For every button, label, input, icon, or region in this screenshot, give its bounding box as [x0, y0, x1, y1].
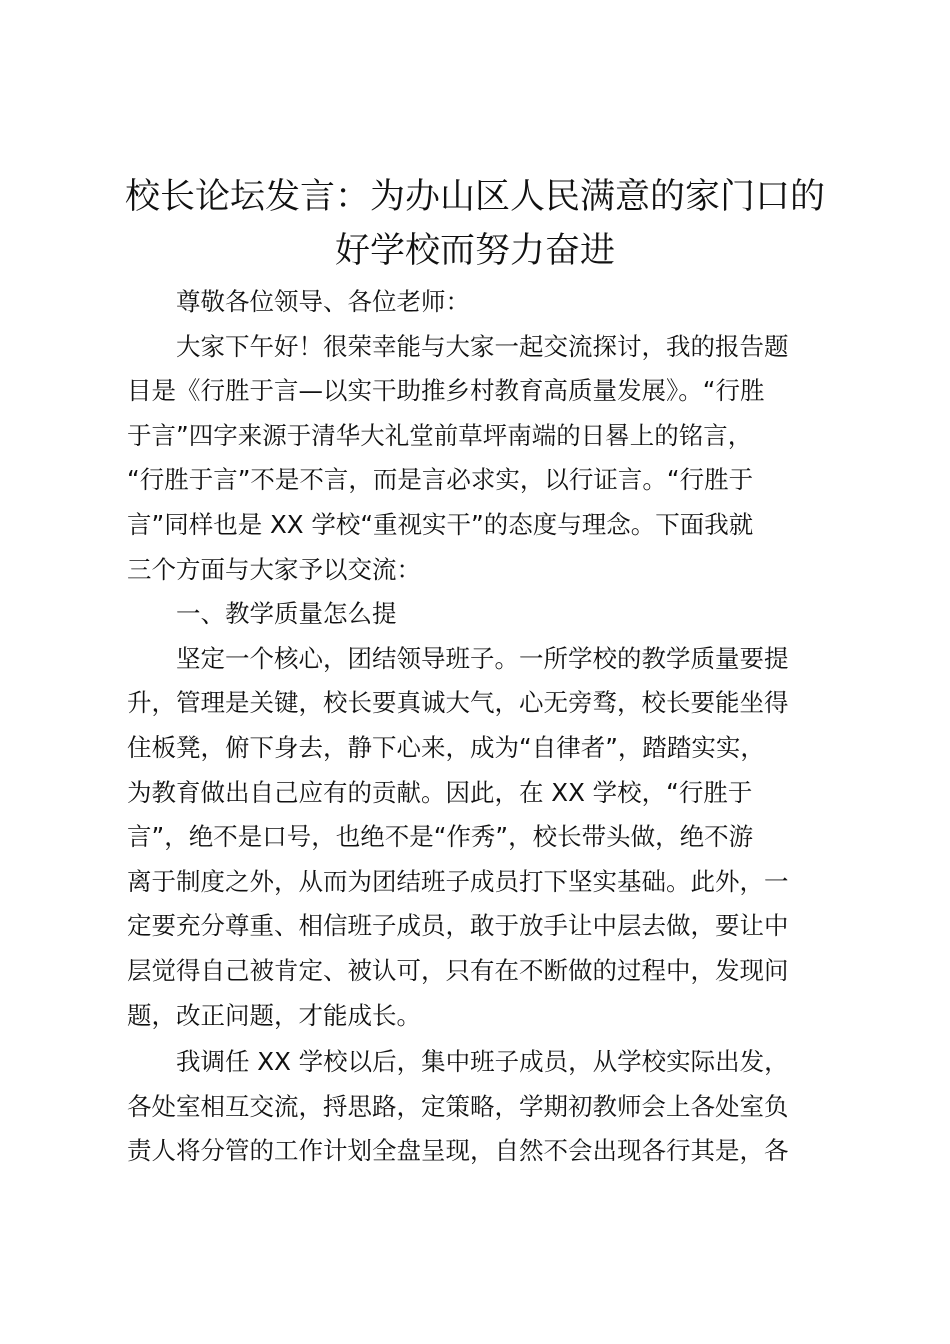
- text-line: 责人将分管的工作计划全盘呈现，自然不会出现各行其是，各: [127, 1136, 789, 1166]
- text-line: 层觉得自己被肯定、被认可，只有在不断做的过程中，发现问: [127, 955, 789, 985]
- section-heading-text: 一、教学质量怎么提: [176, 599, 397, 629]
- text-line: 尊敬各位领导、各位老师：: [176, 287, 470, 316]
- body-paragraph: [127, 1040, 833, 1174]
- section-heading: [127, 592, 833, 637]
- text-line: 目是《行胜于言—以实干助推乡村教育高质量发展》。“行胜: [127, 376, 765, 406]
- text-line: 大家下午好！很荣幸能与大家一起交流探讨，我的报告题: [176, 331, 789, 361]
- body-paragraph: [127, 637, 833, 1038]
- text-line: 为教育做出自己应有的贡献。因此，在 XX 学校，“行胜于: [127, 777, 753, 807]
- text-line: 言”同样也是 XX 学校“重视实干”的态度与理念。下面我就: [127, 509, 754, 539]
- text-line: 三个方面与大家予以交流：: [127, 554, 421, 584]
- salutation-paragraph: [127, 280, 833, 325]
- text-line: 各处室相互交流，捋思路，定策略，学期初教师会上各处室负: [127, 1091, 789, 1121]
- text-line: 题，改正问题，才能成长。: [127, 1000, 421, 1030]
- text-line: 我调任 XX 学校以后，集中班子成员，从学校实际出发，: [176, 1047, 789, 1077]
- title-line-1: 校长论坛发言：为办山区人民满意的家门口的: [124, 177, 825, 217]
- text-line: 坚定一个核心，团结领导班子。一所学校的教学质量要提: [176, 643, 789, 673]
- text-line: 言”，绝不是口号，也绝不是“作秀”，校长带头做，绝不游: [127, 822, 754, 852]
- title-line-2: 好学校而努力奋进: [334, 231, 615, 271]
- document-body: [127, 280, 833, 1174]
- text-line: 定要充分尊重、相信班子成员，敢于放手让中层去做，要让中: [127, 911, 789, 941]
- document-title: [110, 170, 840, 278]
- text-line: “行胜于言”不是不言，而是言必求实，以行证言。“行胜于: [127, 465, 754, 495]
- text-line: 升，管理是关键，校长要真诚大气，心无旁骛，校长要能坐得: [127, 688, 789, 718]
- text-line: 离于制度之外，从而为团结班子成员打下坚实基础。此外，一: [127, 866, 789, 896]
- text-line: 于言”四字来源于清华大礼堂前草坪南端的日晷上的铭言，: [127, 420, 753, 450]
- opening-paragraph: [127, 325, 833, 593]
- text-line: 住板凳，俯下身去，静下心来，成为“自律者”，踏踏实实，: [127, 732, 765, 762]
